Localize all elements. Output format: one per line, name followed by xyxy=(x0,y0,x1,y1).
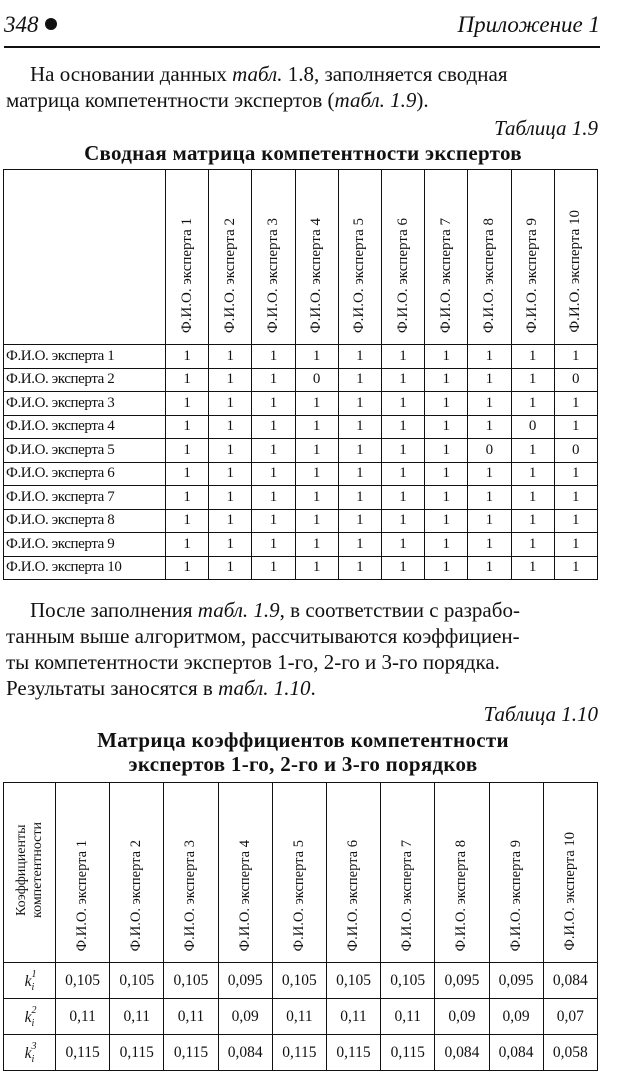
matrix-cell: 1 xyxy=(252,486,295,510)
matrix-cell: 1 xyxy=(338,556,381,580)
matrix-cell: 1 xyxy=(252,345,295,369)
table-row xyxy=(4,345,598,369)
column-header-label: Ф.И.О. эксперта 7 xyxy=(437,217,454,333)
row-header: Ф.И.О. эксперта 8 xyxy=(4,509,166,533)
column-header-label: Ф.И.О. эксперта 6 xyxy=(394,217,411,333)
matrix-cell: 1 xyxy=(209,345,252,369)
matrix-cell: 1 xyxy=(511,486,554,510)
matrix-cell: 1 xyxy=(338,533,381,557)
table-row xyxy=(4,963,598,999)
matrix-cell: 1 xyxy=(295,486,338,510)
matrix-cell: 1 xyxy=(166,486,209,510)
row-header: Ф.И.О. эксперта 1 xyxy=(4,345,166,369)
column-header-label: Ф.И.О. эксперта 10 xyxy=(567,210,584,333)
coefficient-cell: 0,105 xyxy=(56,963,110,999)
competence-matrix-table xyxy=(3,169,598,580)
matrix-cell: 1 xyxy=(425,533,468,557)
matrix-cell: 1 xyxy=(252,462,295,486)
matrix-cell: 0 xyxy=(554,368,597,392)
coefficient-index: i xyxy=(31,1017,35,1029)
column-header-label: Ф.И.О. эксперта 4 xyxy=(308,217,325,333)
matrix-cell: 1 xyxy=(468,556,511,580)
matrix-cell: 1 xyxy=(295,415,338,439)
matrix-cell: 1 xyxy=(252,392,295,416)
matrix-cell: 1 xyxy=(338,368,381,392)
column-header-label: Ф.И.О. эксперта 8 xyxy=(480,217,497,333)
after-line-1: После заполнения табл. 1.9, в соответствии с разрабо- xyxy=(30,598,520,622)
matrix-cell: 1 xyxy=(381,439,424,463)
column-header xyxy=(435,783,489,963)
matrix-cell: 1 xyxy=(209,368,252,392)
matrix-cell: 1 xyxy=(381,462,424,486)
coefficient-letter: k xyxy=(24,972,32,990)
coefficient-cell: 0,115 xyxy=(110,1035,164,1071)
coefficient-cell: 0,11 xyxy=(326,999,380,1035)
matrix-cell: 1 xyxy=(425,556,468,580)
matrix-cell: 1 xyxy=(166,368,209,392)
matrix-cell: 1 xyxy=(468,462,511,486)
table2-corner xyxy=(4,783,56,963)
column-header-label: Ф.И.О. эксперта 3 xyxy=(182,839,199,951)
table-row xyxy=(4,392,598,416)
coefficient-cell: 0,09 xyxy=(489,999,543,1035)
column-header xyxy=(543,783,597,963)
matrix-cell: 1 xyxy=(338,486,381,510)
coefficient-symbol xyxy=(4,999,56,1035)
intro-line-1: На основании данных табл. 1.8, заполняется сводная xyxy=(30,62,508,86)
column-header xyxy=(326,783,380,963)
matrix-cell: 1 xyxy=(511,439,554,463)
table1-label: Таблица 1.9 xyxy=(494,116,598,140)
column-header xyxy=(554,170,597,345)
coefficient-cell: 0,084 xyxy=(543,963,597,999)
matrix-cell: 1 xyxy=(511,368,554,392)
matrix-cell: 1 xyxy=(511,345,554,369)
column-header-label: Ф.И.О. эксперта 7 xyxy=(399,839,416,951)
column-header-label: Ф.И.О. эксперта 1 xyxy=(74,839,91,951)
coefficient-cell: 0,09 xyxy=(218,999,272,1035)
matrix-cell: 1 xyxy=(425,415,468,439)
coefficient-cell: 0,115 xyxy=(381,1035,435,1071)
matrix-cell: 1 xyxy=(468,509,511,533)
matrix-cell: 1 xyxy=(252,368,295,392)
matrix-cell: 1 xyxy=(511,533,554,557)
matrix-cell: 1 xyxy=(425,345,468,369)
table2-label: Таблица 1.10 xyxy=(483,702,598,726)
column-header xyxy=(209,170,252,345)
matrix-cell: 1 xyxy=(338,462,381,486)
matrix-cell: 1 xyxy=(209,486,252,510)
column-header-label: Ф.И.О. эксперта 1 xyxy=(178,217,195,333)
coefficient-symbol xyxy=(4,963,56,999)
coefficient-cell: 0,115 xyxy=(56,1035,110,1071)
matrix-cell: 0 xyxy=(295,368,338,392)
coefficient-cell: 0,095 xyxy=(435,963,489,999)
column-header-label: Ф.И.О. эксперта 3 xyxy=(264,217,281,333)
table2-title-line-2: экспертов 1-го, 2-го и 3-го порядков xyxy=(128,752,478,776)
matrix-cell: 1 xyxy=(209,509,252,533)
header-rule xyxy=(4,46,600,48)
coefficient-index: i xyxy=(31,981,35,993)
coefficient-cell: 0,058 xyxy=(543,1035,597,1071)
coefficient-index: i xyxy=(31,1053,35,1065)
row-header: Ф.И.О. эксперта 6 xyxy=(4,462,166,486)
coefficient-cell: 0,115 xyxy=(326,1035,380,1071)
matrix-cell: 1 xyxy=(252,556,295,580)
after-line-2: танным выше алгоритмом, рассчитываются коэффициен- xyxy=(6,624,520,648)
row-header: Ф.И.О. эксперта 2 xyxy=(4,368,166,392)
column-header xyxy=(272,783,326,963)
coefficient-order: 3 xyxy=(31,1040,37,1052)
matrix-cell: 1 xyxy=(511,392,554,416)
matrix-cell: 1 xyxy=(554,392,597,416)
coefficient-order: 2 xyxy=(31,1004,37,1016)
section-title: Приложение 1 xyxy=(457,12,600,37)
matrix-cell: 1 xyxy=(468,345,511,369)
row-header: Ф.И.О. эксперта 4 xyxy=(4,415,166,439)
matrix-cell: 0 xyxy=(468,439,511,463)
column-header xyxy=(425,170,468,345)
coefficient-cell: 0,115 xyxy=(272,1035,326,1071)
coefficient-cell: 0,11 xyxy=(56,999,110,1035)
matrix-cell: 1 xyxy=(425,368,468,392)
matrix-cell: 1 xyxy=(295,439,338,463)
matrix-cell: 1 xyxy=(554,345,597,369)
matrix-cell: 1 xyxy=(166,392,209,416)
matrix-cell: 1 xyxy=(554,556,597,580)
matrix-cell: 1 xyxy=(209,392,252,416)
matrix-cell: 1 xyxy=(381,556,424,580)
matrix-cell: 1 xyxy=(166,415,209,439)
column-header-label: Ф.И.О. эксперта 2 xyxy=(128,839,145,951)
bullet-dot-icon xyxy=(45,18,57,30)
matrix-cell: 1 xyxy=(511,509,554,533)
coefficient-order: 1 xyxy=(31,968,37,980)
table-row xyxy=(4,1035,598,1071)
matrix-cell: 1 xyxy=(338,392,381,416)
column-header-label: Ф.И.О. эксперта 5 xyxy=(290,839,307,951)
matrix-cell: 1 xyxy=(209,462,252,486)
matrix-cell: 1 xyxy=(511,462,554,486)
matrix-cell: 1 xyxy=(554,509,597,533)
matrix-cell: 1 xyxy=(338,415,381,439)
matrix-cell: 1 xyxy=(554,533,597,557)
matrix-cell: 1 xyxy=(295,533,338,557)
matrix-cell: 1 xyxy=(468,415,511,439)
column-header xyxy=(468,170,511,345)
matrix-cell: 1 xyxy=(554,462,597,486)
matrix-cell: 1 xyxy=(166,533,209,557)
matrix-cell: 1 xyxy=(425,439,468,463)
coefficient-cell: 0,084 xyxy=(489,1035,543,1071)
matrix-cell: 1 xyxy=(381,345,424,369)
column-header-label: Ф.И.О. эксперта 2 xyxy=(221,217,238,333)
matrix-cell: 1 xyxy=(381,533,424,557)
column-header xyxy=(489,783,543,963)
matrix-cell: 1 xyxy=(209,556,252,580)
matrix-cell: 1 xyxy=(166,462,209,486)
matrix-cell: 1 xyxy=(425,462,468,486)
matrix-cell: 1 xyxy=(468,486,511,510)
matrix-cell: 1 xyxy=(295,462,338,486)
coefficient-cell: 0,11 xyxy=(381,999,435,1035)
table-row xyxy=(4,533,598,557)
table-row xyxy=(4,415,598,439)
column-header-label: Ф.И.О. эксперта 6 xyxy=(345,839,362,951)
matrix-cell: 1 xyxy=(295,556,338,580)
coefficient-cell: 0,084 xyxy=(218,1035,272,1071)
column-header-label: Ф.И.О. эксперта 4 xyxy=(236,839,253,951)
matrix-cell: 1 xyxy=(252,509,295,533)
coefficient-letter: k xyxy=(24,1044,32,1062)
column-header xyxy=(56,783,110,963)
matrix-cell: 1 xyxy=(295,509,338,533)
coefficient-symbol xyxy=(4,1035,56,1071)
coefficient-cell: 0,07 xyxy=(543,999,597,1035)
coefficient-cell: 0,11 xyxy=(272,999,326,1035)
matrix-cell: 1 xyxy=(468,392,511,416)
matrix-cell: 1 xyxy=(468,368,511,392)
table-row xyxy=(4,368,598,392)
coefficient-cell: 0,105 xyxy=(381,963,435,999)
matrix-cell: 1 xyxy=(511,556,554,580)
coefficient-cell: 0,105 xyxy=(164,963,218,999)
page-number: 348 xyxy=(4,12,57,38)
coefficient-cell: 0,09 xyxy=(435,999,489,1035)
column-header xyxy=(218,783,272,963)
column-header xyxy=(338,170,381,345)
column-header-label: Ф.И.О. эксперта 10 xyxy=(561,832,578,951)
matrix-cell: 1 xyxy=(554,415,597,439)
coefficient-cell: 0,115 xyxy=(164,1035,218,1071)
column-header-label: Ф.И.О. эксперта 9 xyxy=(524,217,541,333)
matrix-cell: 1 xyxy=(338,509,381,533)
matrix-cell: 1 xyxy=(295,345,338,369)
matrix-cell: 1 xyxy=(209,439,252,463)
matrix-cell: 1 xyxy=(252,533,295,557)
matrix-cell: 1 xyxy=(209,533,252,557)
coefficient-letter: k xyxy=(24,1008,32,1026)
matrix-cell: 1 xyxy=(252,439,295,463)
table1-title: Сводная матрица компетентности экспертов xyxy=(84,141,522,165)
matrix-cell: 1 xyxy=(554,486,597,510)
column-header xyxy=(164,783,218,963)
coefficient-cell: 0,105 xyxy=(326,963,380,999)
after-line-4: Результаты заносятся в табл. 1.10. xyxy=(6,676,316,700)
coefficient-cell: 0,095 xyxy=(489,963,543,999)
matrix-cell: 1 xyxy=(338,439,381,463)
column-header xyxy=(252,170,295,345)
row-header: Ф.И.О. эксперта 9 xyxy=(4,533,166,557)
row-header: Ф.И.О. эксперта 5 xyxy=(4,439,166,463)
matrix-cell: 1 xyxy=(252,415,295,439)
matrix-cell: 1 xyxy=(425,392,468,416)
table-row xyxy=(4,509,598,533)
matrix-cell: 1 xyxy=(209,415,252,439)
matrix-cell: 0 xyxy=(554,439,597,463)
matrix-cell: 1 xyxy=(295,392,338,416)
matrix-cell: 1 xyxy=(468,533,511,557)
coefficient-cell: 0,095 xyxy=(218,963,272,999)
matrix-cell: 1 xyxy=(166,439,209,463)
coefficient-cell: 0,105 xyxy=(272,963,326,999)
column-header xyxy=(166,170,209,345)
matrix-cell: 1 xyxy=(381,486,424,510)
running-header xyxy=(4,12,600,42)
matrix-cell: 1 xyxy=(425,509,468,533)
column-header xyxy=(511,170,554,345)
matrix-cell: 1 xyxy=(338,345,381,369)
corner-label xyxy=(14,822,46,918)
table-row xyxy=(4,556,598,580)
coefficient-cell: 0,084 xyxy=(435,1035,489,1071)
column-header xyxy=(295,170,338,345)
corner-label-line-1: Коэффициенты xyxy=(13,824,29,916)
matrix-cell: 1 xyxy=(381,509,424,533)
table-row xyxy=(4,486,598,510)
matrix-cell: 1 xyxy=(381,415,424,439)
corner-label-line-2: компетентности xyxy=(29,822,45,918)
coefficient-cell: 0,11 xyxy=(164,999,218,1035)
matrix-cell: 1 xyxy=(166,556,209,580)
matrix-cell: 1 xyxy=(381,368,424,392)
row-header: Ф.И.О. эксперта 7 xyxy=(4,486,166,510)
table-row xyxy=(4,439,598,463)
table-row xyxy=(4,462,598,486)
coefficient-matrix-table xyxy=(3,782,598,1071)
column-header-label: Ф.И.О. эксперта 5 xyxy=(351,217,368,333)
matrix-cell: 1 xyxy=(166,345,209,369)
row-header: Ф.И.О. эксперта 10 xyxy=(4,556,166,580)
matrix-cell: 1 xyxy=(381,392,424,416)
table1-corner xyxy=(4,170,166,345)
column-header xyxy=(110,783,164,963)
table2-title-line-1: Матрица коэффициентов компетентности xyxy=(97,728,509,752)
after-line-3: ты компетентности экспертов 1-го, 2-го и 3-го порядка. xyxy=(6,650,500,674)
coefficient-cell: 0,11 xyxy=(110,999,164,1035)
matrix-cell: 1 xyxy=(166,509,209,533)
column-header-label: Ф.И.О. эксперта 8 xyxy=(453,839,470,951)
column-header-label: Ф.И.О. эксперта 9 xyxy=(507,839,524,951)
matrix-cell: 1 xyxy=(425,486,468,510)
intro-line-2: матрица компетентности экспертов (табл. 1.9). xyxy=(6,88,429,112)
matrix-cell: 0 xyxy=(511,415,554,439)
column-header xyxy=(381,783,435,963)
coefficient-cell: 0,105 xyxy=(110,963,164,999)
row-header: Ф.И.О. эксперта 3 xyxy=(4,392,166,416)
column-header xyxy=(381,170,424,345)
table-row xyxy=(4,999,598,1035)
